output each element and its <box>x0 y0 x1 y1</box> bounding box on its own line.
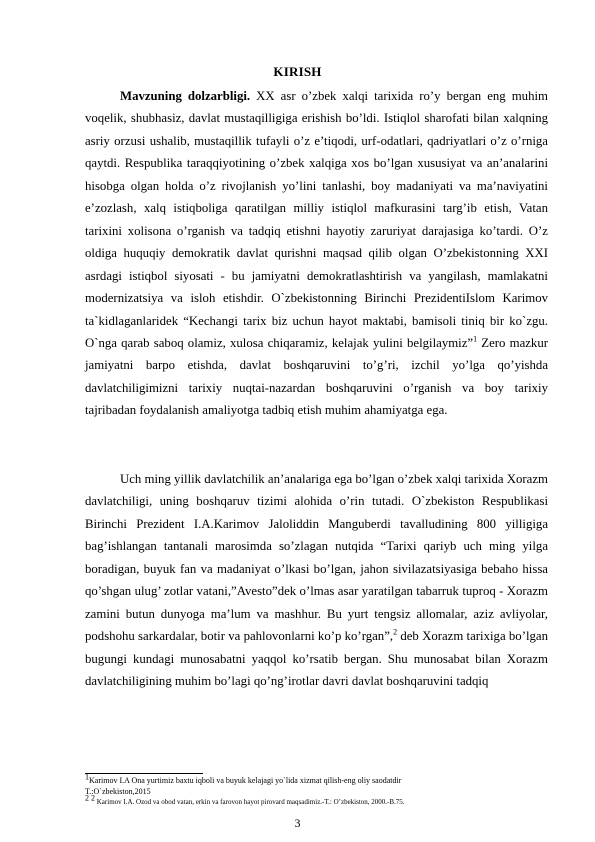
footnote-ref[interactable]: 1 <box>473 334 478 344</box>
paragraph-text: Zero mazkur jamiyatni barpo etishda, davlat boshqaruvini to’g’ri, izchil yo’lga qo’yishda davlatchiligimizni tarixiy nuqtai-nazardan boshqaruvini o’rganish va boy tarixiy tajribadan foydalanish amaliyotga tadbiq etish muhim ahamiyatga ega. <box>85 335 548 418</box>
paragraph-text: XX asr o’zbek xalqi tarixida ro’y bergan eng muhim voqelik, shubhasiz, davlat mustaqilligiga erishish bo’ldi. Istiqlol sharofati bilan xalqning asriy orzusi ushalib, mustaqillik tufayli o’z e’tiqodi, urf-odatlari, qadriyatlari o’z o’rniga qaytdi. Respublika taraqqiyotining o’zbek xalqiga xos bo’lgan xususiyat va an’analarini hisobga olgan holda o’z rivojlanish yo’lini tanlashi, boy madaniyati va ma’naviyatini e’zozlash, xalq istiqboliga qaratilgan milliy istiqlol mafkurasini targ’ib etish, Vatan tarixini xolisona o’rganish va tadqiq etishni hayotiy zaruriyat darajasiga ko’tardi. O’z oldiga huquqiy demokratik davlat qurishni maqsad qilib olgan O’zbekistonning XXI asrdagi istiqbol siyosati - bu jamiyatni demokratlashtirish va yangilash, mamlakatni modernizatsiya va isloh etishdir. O`zbekistonning Birinchi PrezidentiIslom Karimov ta`kidlaganlaridek “Kechangi tarix biz uchun hayot maktabi, bamisoli tiniq bir ko`zgu. O`nga qarab saboq olamiz, xulosa chiqaramiz, kelajak yulini belgilaymiz” <box>85 89 548 350</box>
footnote-mark: 2 2 <box>85 793 95 803</box>
footnote-text: Karimov I.A. Ozod va obod vatan, erkin va farovon hayot pirovard maqsadimiz.-T.: O’zbekiston, 2000.-B.75. <box>95 798 405 806</box>
paragraph-relevance <box>85 85 548 422</box>
paragraph-lead: Mavzuning dolzarbligi. <box>120 89 251 103</box>
footnote-2 <box>85 793 548 808</box>
footnote-text: Karimov I.A Ona yurtimiz baxtu iqboli va buyuk kelajagi yo`lida xizmat qilish-eng oliy saodatdir <box>89 776 402 785</box>
paragraph-khorezm <box>85 468 548 693</box>
footnotes <box>85 772 548 808</box>
page-title: KIRISH <box>273 64 322 79</box>
footnote-divider <box>85 773 203 774</box>
paragraph-text: Uch ming yillik davlatchilik an’analariga ega bo’lgan o’zbek xalqi tarixida Xorazm davlatchiligi, uning boshqaruv tizimi alohida o’rin tutadi. O`zbekiston Respublikasi Birinchi Prezident I.A.Karimov Jaloliddin Manguberdi tavalludining 800 yilligiga bag’ishlangan tantanali marosimda so’zlagan nutqida “Tarixi qariyb uch ming yilga boradigan, buyuk fan va madaniyat o’lkasi bo’lgan, jahon sivilazatsiyasiga bebaho hissa qo’shgan ulug’ zotlar vatani,”Avesto”dek o’lmas asar yaratilgan tabarruk tuproq - Xorazm zamini butun dunyoga ma’lum va mashhur. Bu yurt tengsiz allomalar, aziz avliyolar, podshohu sarkardalar, botir va pahlovonlarni ko’p ko’rgan”, <box>85 472 548 644</box>
page-number: 3 <box>294 816 301 830</box>
paragraph-text: deb Xorazm tarixiga bo’lgan bugungi kundagi munosabatni yaqqol ko’rsatib bergan. Shu munosabat bilan Xorazm davlatchiligining muhim bo’lagi qo’ng’irotlar davri davlat boshqaruvini tadqiq <box>85 629 548 689</box>
footnote-1 <box>85 772 548 786</box>
footnote-ref[interactable]: 2 <box>393 627 398 637</box>
footnote-mark: 1 <box>85 772 89 782</box>
footnote-1-continuation: T.:O`zbekiston,2015 <box>85 787 151 796</box>
